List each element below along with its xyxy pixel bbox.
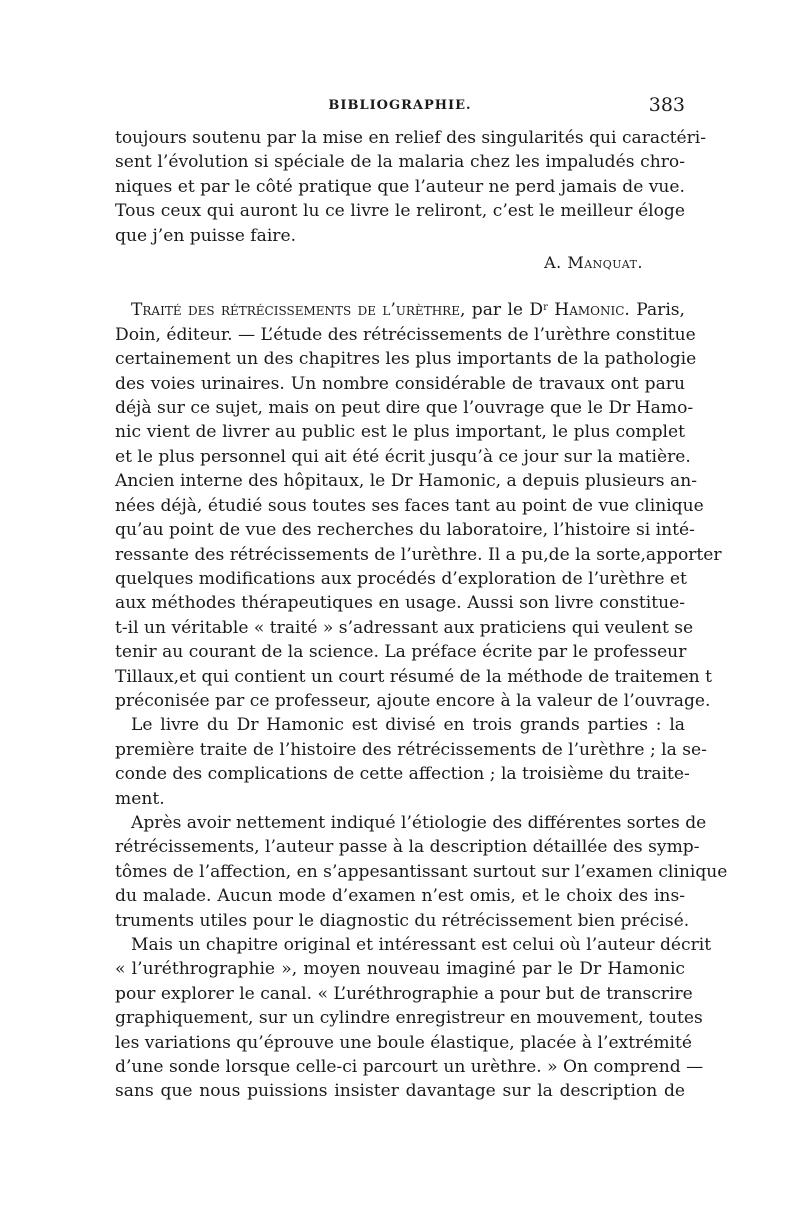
- page-header: [115, 94, 685, 124]
- text-line: qu’au point de vue des recherches du laboratoire, l’histoire si inté-: [115, 520, 695, 541]
- text-line: et le plus personnel qui ait été écrit jusqu’à ce jour sur la matière.: [115, 446, 691, 467]
- book-author: Hamonic.: [547, 300, 630, 321]
- text-line: graphiquement, sur un cylindre enregistreur en mouvement, toutes: [115, 1008, 703, 1029]
- review-heading-line: [115, 298, 685, 322]
- review-hamonic: [115, 298, 728, 1103]
- text-line: du malade. Aucun mode d’examen n’est omis, et le choix des ins-: [115, 886, 685, 907]
- page-body: [115, 126, 728, 1104]
- text-line: tômes de l’affection, en s’appesantissant surtout sur l’examen clinique: [115, 861, 728, 882]
- review-malaria-ending: [115, 126, 707, 275]
- reviewer-signature: A. Manquat.: [544, 253, 643, 273]
- text-line: première traite de l’histoire des rétrécissements de l’urèthre ; la se-: [115, 739, 707, 760]
- text-line: Après avoir nettement indiqué l’étiologie des différentes sortes de: [131, 812, 707, 833]
- text-line: aux méthodes thérapeutiques en usage. Aussi son livre constitue-: [115, 593, 685, 614]
- text-line: sent l’évolution si spéciale de la malaria chez les impaludés chro-: [115, 152, 685, 173]
- publication-place: Paris,: [629, 300, 685, 321]
- text-line: Ancien interne des hôpitaux, le Dr Hamonic, a depuis plusieurs an-: [115, 471, 697, 492]
- author-title-sup: r: [543, 302, 548, 314]
- text-line: ressante des rétrécissements de l’urèthre. Il a pu,de la sorte,apporter: [115, 544, 722, 565]
- text-line: conde des complications de cette affection ; la troisième du traite-: [115, 764, 690, 785]
- text-line: déjà sur ce sujet, mais on peut dire que l’ouvrage que le Dr Hamo-: [115, 398, 694, 419]
- text-line: quelques modifications aux procédés d’exploration de l’urèthre et: [115, 568, 687, 589]
- text-line: des voies urinaires. Un nombre considérable de travaux ont paru: [115, 373, 685, 394]
- text-line: Tillaux,et qui contient un court résumé de la méthode de traitemen t: [115, 666, 712, 687]
- text-line: toujours soutenu par la mise en relief des singularités qui caractéri-: [115, 128, 707, 148]
- text-line: ment.: [115, 788, 165, 809]
- text-line: certainement un des chapitres les plus importants de la pathologie: [115, 349, 697, 370]
- text-line: d’une sonde lorsque celle-ci parcourt un urèthre. » On comprend —: [115, 1057, 704, 1078]
- book-title: Traité des rétrécissements de l’urèthre: [131, 300, 460, 321]
- text-line: t-il un véritable « traité » s’adressant aux praticiens qui veulent se: [115, 617, 694, 638]
- text-line: niques et par le côté pratique que l’auteur ne perd jamais de vue.: [115, 176, 685, 197]
- text-line: nées déjà, étudié sous toutes ses faces tant au point de vue clinique: [115, 495, 704, 516]
- text-line: préconisée par ce professeur, ajoute encore à la valeur de l’ouvrage.: [115, 690, 711, 711]
- page-number: 383: [648, 94, 685, 116]
- text-line: Tous ceux qui auront lu ce livre le reliront, c’est le meilleur éloge: [115, 201, 685, 222]
- text-line: nic vient de livrer au public est le plus important, le plus complet: [115, 422, 685, 443]
- text-line: Mais un chapitre original et intéressant est celui où l’auteur décrit: [131, 935, 712, 955]
- text-line: tenir au courant de la science. La préface écrite par le professeur: [115, 642, 687, 663]
- text-line: que j’en puisse faire.: [115, 225, 297, 246]
- text-line: rétrécissements, l’auteur passe à la description détaillée des symp-: [115, 837, 700, 858]
- text-line: « l’uréthrographie », moyen nouveau imaginé par le Dr Hamonic: [115, 959, 685, 980]
- text-line: truments utiles pour le diagnostic du rétrécissement bien précisé.: [115, 910, 690, 931]
- text-line: les variations qu’éprouve une boule élastique, placée à l’extrémité: [115, 1032, 693, 1053]
- running-title: BIBLIOGRAPHIE.: [328, 98, 472, 113]
- text-line: pour explorer le canal. « L’uréthrographie a pour but de transcrire: [115, 983, 693, 1004]
- text-line: Le livre du Dr Hamonic est divisé en trois grands parties : la: [131, 715, 685, 736]
- text-line: sans que nous puissions insister davantage sur la description de: [115, 1081, 685, 1102]
- text-line: Doin, éditeur. — L’étude des rétrécissements de l’urèthre constitue: [115, 324, 696, 345]
- author-prefix: , par le D: [459, 300, 544, 321]
